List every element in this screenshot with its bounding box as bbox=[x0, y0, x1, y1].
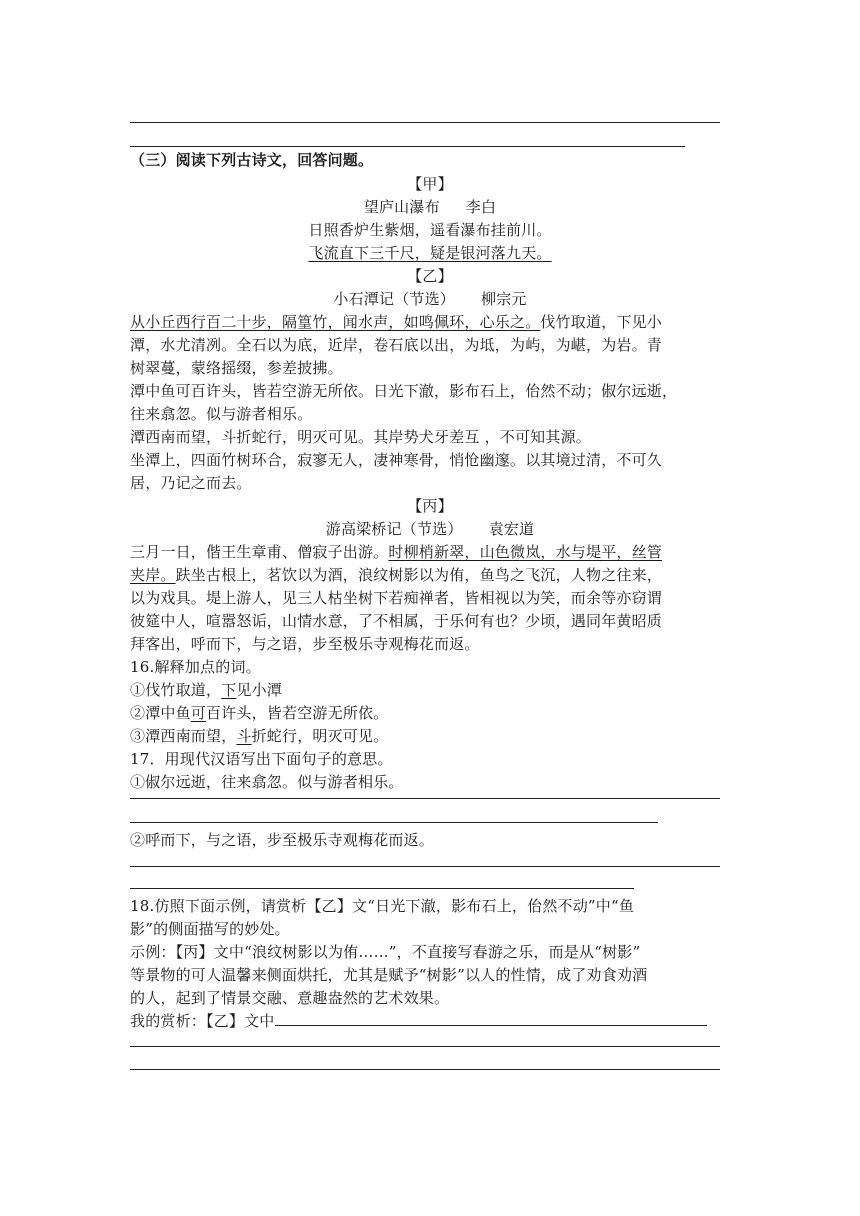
answer-line bbox=[130, 798, 720, 799]
bing-title-line bbox=[130, 517, 730, 541]
q16-key-word-3: 斗 bbox=[236, 727, 252, 745]
yi-paragraph-3: 潭西南而望，斗折蛇行，明灭可见。其岸势犬牙差互 ，不可知其源。 bbox=[130, 428, 591, 446]
question-17-item-2: ②呼而下，与之语，步至极乐寺观梅花而返。 bbox=[130, 831, 435, 849]
bing-line-4: 彼筵中人，喧嚣怒诟，山情水意，了不相属，于乐何有也？少顷，遇同年黄昭质 bbox=[130, 612, 663, 630]
yi-underlined-sentence: 从小丘西行百二十步，隔篁竹，闻水声，如鸣佩环，心乐之。 bbox=[130, 313, 541, 331]
question-17-stem: 17．用现代汉语写出下面句子的意思。 bbox=[130, 750, 393, 768]
answer-line bbox=[130, 888, 634, 889]
jia-poem-line-2-text: 飞流直下三千尺，疑是银河落九天。 bbox=[308, 244, 552, 262]
q16-text: 折蛇行，明灭可见。 bbox=[251, 727, 389, 745]
answer-prefix: 我的赏析：【乙】文中 bbox=[130, 1012, 275, 1030]
q16-key-word-1: 下 bbox=[221, 681, 237, 699]
q16-text: 见小潭 bbox=[236, 681, 283, 699]
q16-text: ③潭西南而望， bbox=[130, 727, 237, 745]
answer-line bbox=[130, 1069, 720, 1070]
yi-text: 伐竹取道，下见小 bbox=[540, 313, 663, 331]
bing-author: 袁宏道 bbox=[488, 520, 535, 538]
yi-paragraph-2-line-2: 往来翕忽。似与游者相乐。 bbox=[130, 405, 313, 423]
yi-author: 柳宗元 bbox=[481, 290, 527, 308]
yi-label: 【乙】 bbox=[407, 267, 453, 285]
question-18-line-2: 影”的侧面描写的妙处。 bbox=[130, 920, 290, 938]
jia-label: 【甲】 bbox=[407, 175, 453, 193]
jia-poem-line-1: 日照香炉生紫烟，遥看瀑布挂前川。 bbox=[308, 221, 552, 239]
bing-underlined-sentence: 时柳梢新翠，山色微岚，水与堤平，丝管 bbox=[388, 543, 663, 561]
question-16-item-3 bbox=[130, 724, 730, 748]
yi-paragraph-2-line-1: 潭中鱼可百许头，皆若空游无所依。日光下澈，影布石上，佁然不动；俶尔远逝， bbox=[130, 382, 678, 400]
bing-text: 三月一日，偕王生章甫、僧寂子出游。 bbox=[130, 543, 389, 561]
bing-text: 趺坐古根上，茗饮以为酒，浪纹树影以为侑，鱼鸟之飞沉，人物之往来， bbox=[175, 566, 663, 584]
bing-label: 【丙】 bbox=[407, 497, 453, 515]
bing-line-5: 拜客出，呼而下，与之语，步至极乐寺观梅花而返。 bbox=[130, 635, 480, 653]
jia-title-line bbox=[130, 195, 730, 219]
example-line-3: 的人，起到了情景交融、意趣盎然的艺术效果。 bbox=[130, 989, 450, 1007]
answer-line bbox=[130, 146, 685, 147]
q16-key-word-2: 可 bbox=[190, 704, 207, 722]
q16-text: 百许头，皆若空游无所依。 bbox=[206, 704, 389, 722]
answer-line bbox=[130, 866, 720, 867]
yi-paragraph-4-line-2: 居，乃记之而去。 bbox=[130, 474, 252, 492]
yi-paragraph-4-line-1: 坐潭上，四面竹树环合，寂寥无人，凄神寒骨，悄怆幽邃。以其境过清，不可久 bbox=[130, 451, 663, 469]
question-16-item-1 bbox=[130, 678, 730, 702]
q16-text: ①伐竹取道， bbox=[130, 681, 222, 699]
answer-blank bbox=[275, 1009, 707, 1026]
yi-title: 小石潭记（节选） bbox=[333, 290, 455, 308]
question-18-line-1: 18.仿照下面示例，请赏析【乙】文“日光下澈，影布石上，佁然不动”中“鱼 bbox=[130, 897, 635, 915]
example-line-1: 示例：【丙】文中“浪纹树影以为侑……”，不直接写春游之乐，而是从“树影” bbox=[130, 943, 641, 961]
question-16-stem: 16.解释加点的词。 bbox=[130, 658, 261, 676]
answer-prefix-line bbox=[130, 1009, 730, 1033]
yi-title-line bbox=[130, 287, 730, 311]
yi-paragraph-1-line-2: 潭，水尤清冽。全石以为底，近岸，卷石底以出，为坻，为屿，为嵁，为岩。青 bbox=[130, 336, 663, 354]
answer-line bbox=[130, 122, 720, 123]
bing-underlined-sentence-end: 夹岸。 bbox=[130, 566, 176, 584]
jia-poem-line-2 bbox=[130, 241, 730, 265]
bing-line-1 bbox=[130, 540, 730, 564]
bing-title: 游高梁桥记（节选） bbox=[325, 520, 463, 538]
question-16-item-2 bbox=[130, 701, 730, 725]
example-line-2: 等景物的可人温馨来侧面烘托，尤其是赋予“树影”以人的性情，成了劝食劝酒 bbox=[130, 966, 648, 984]
yi-paragraph-1-line-1 bbox=[130, 310, 730, 334]
jia-author: 李白 bbox=[465, 198, 497, 216]
section-heading: （三）阅读下列古诗文，回答问题。 bbox=[130, 151, 374, 169]
jia-title: 望庐山瀑布 bbox=[363, 198, 440, 216]
bing-line-3: 以为戏具。堤上游人，见三人枯坐树下若痴禅者，皆相视以为笑，而余等亦窃谓 bbox=[130, 589, 663, 607]
q16-text: ②潭中鱼 bbox=[130, 704, 191, 722]
answer-line bbox=[130, 1046, 720, 1047]
answer-line bbox=[130, 822, 658, 823]
bing-line-2 bbox=[130, 563, 730, 587]
yi-paragraph-1-line-3: 树翠蔓，蒙络摇缀，参差披拂。 bbox=[130, 359, 343, 377]
question-17-item-1: ①俶尔远逝，往来翕忽。似与游者相乐。 bbox=[130, 773, 404, 791]
document-page bbox=[130, 0, 730, 1216]
